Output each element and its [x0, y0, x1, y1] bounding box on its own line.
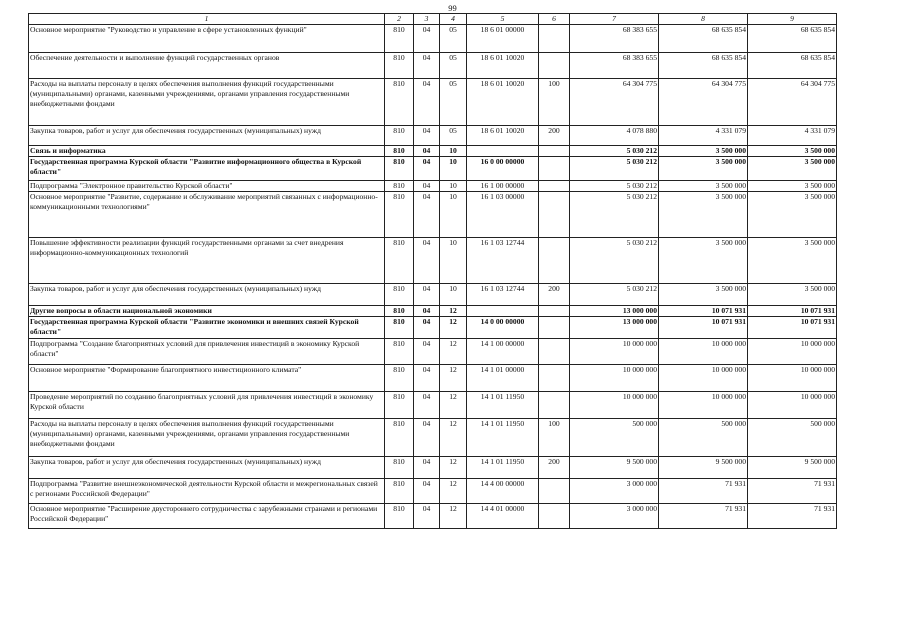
- cell-section: 04: [414, 419, 440, 457]
- cell-amount-year1: 68 383 655: [570, 25, 659, 53]
- cell-grbs: 810: [385, 79, 414, 126]
- cell-amount-year3: 71 931: [748, 479, 837, 504]
- cell-expense-type: 100: [539, 419, 570, 457]
- cell-grbs: 810: [385, 479, 414, 504]
- cell-subsection: 12: [440, 457, 467, 479]
- cell-amount-year2: 3 500 000: [659, 238, 748, 284]
- cell-amount-year1: 4 078 880: [570, 126, 659, 146]
- cell-subsection: 10: [440, 146, 467, 157]
- cell-grbs: 810: [385, 157, 414, 181]
- cell-target-article: 18 6 01 10020: [467, 126, 539, 146]
- cell-grbs: 810: [385, 504, 414, 529]
- cell-amount-year3: 10 000 000: [748, 339, 837, 365]
- cell-amount-year1: 5 030 212: [570, 238, 659, 284]
- column-header: 3: [414, 14, 440, 25]
- column-header: 9: [748, 14, 837, 25]
- cell-subsection: 12: [440, 504, 467, 529]
- table-row: [29, 238, 837, 284]
- table-row: [29, 157, 837, 181]
- column-header: 5: [467, 14, 539, 25]
- cell-amount-year3: 10 000 000: [748, 392, 837, 419]
- cell-amount-year2: 500 000: [659, 419, 748, 457]
- table-row: [29, 392, 837, 419]
- cell-target-article: 14 4 00 00000: [467, 479, 539, 504]
- row-name: Государственная программа Курской области "Развитие экономики и внешних связей Курской области": [29, 317, 385, 339]
- cell-grbs: 810: [385, 339, 414, 365]
- cell-subsection: 12: [440, 365, 467, 392]
- cell-amount-year1: 9 500 000: [570, 457, 659, 479]
- cell-grbs: 810: [385, 457, 414, 479]
- cell-amount-year2: 10 071 931: [659, 306, 748, 317]
- cell-amount-year3: 10 000 000: [748, 365, 837, 392]
- table-row: [29, 181, 837, 192]
- cell-subsection: 12: [440, 317, 467, 339]
- row-name: Обеспечение деятельности и выполнение функций государственных органов: [29, 53, 385, 79]
- cell-amount-year1: 13 000 000: [570, 317, 659, 339]
- cell-expense-type: [539, 479, 570, 504]
- cell-amount-year1: 500 000: [570, 419, 659, 457]
- cell-target-article: 14 1 01 11950: [467, 457, 539, 479]
- cell-amount-year2: 3 500 000: [659, 146, 748, 157]
- cell-expense-type: [539, 25, 570, 53]
- cell-amount-year3: 3 500 000: [748, 192, 837, 238]
- cell-subsection: 10: [440, 284, 467, 306]
- cell-grbs: 810: [385, 25, 414, 53]
- row-name: Расходы на выплаты персоналу в целях обеспечения выполнения функций государственными (муниципальными) органами, казенными учреждениями, органами управления государственными внебюджетными фондами: [29, 79, 385, 126]
- row-name: Расходы на выплаты персоналу в целях обеспечения выполнения функций государственными (муниципальными) органами, казенными учреждениями, органами управления государственными внебюджетными фондами: [29, 419, 385, 457]
- cell-section: 04: [414, 53, 440, 79]
- cell-amount-year3: 68 635 854: [748, 25, 837, 53]
- table-row: [29, 504, 837, 529]
- row-name: Подпрограмма "Создание благоприятных условий для привлечения инвестиций в экономику Курской области": [29, 339, 385, 365]
- cell-grbs: 810: [385, 365, 414, 392]
- cell-amount-year3: 71 931: [748, 504, 837, 529]
- table-row: [29, 457, 837, 479]
- cell-amount-year2: 10 000 000: [659, 365, 748, 392]
- cell-target-article: 18 6 01 00000: [467, 25, 539, 53]
- cell-section: 04: [414, 126, 440, 146]
- cell-expense-type: [539, 365, 570, 392]
- table-row: [29, 146, 837, 157]
- cell-section: 04: [414, 504, 440, 529]
- row-name: Связь и информатика: [29, 146, 385, 157]
- cell-subsection: 05: [440, 79, 467, 126]
- cell-target-article: 16 1 03 12744: [467, 284, 539, 306]
- table-body: [29, 25, 837, 529]
- cell-amount-year1: 10 000 000: [570, 392, 659, 419]
- cell-target-article: [467, 306, 539, 317]
- cell-subsection: 12: [440, 339, 467, 365]
- cell-section: 04: [414, 317, 440, 339]
- column-header: 6: [539, 14, 570, 25]
- cell-target-article: 14 1 01 11950: [467, 392, 539, 419]
- page-number: 99: [448, 3, 457, 13]
- cell-expense-type: 200: [539, 457, 570, 479]
- cell-grbs: 810: [385, 284, 414, 306]
- cell-amount-year1: 10 000 000: [570, 365, 659, 392]
- table-row: [29, 306, 837, 317]
- column-header: 7: [570, 14, 659, 25]
- cell-expense-type: [539, 504, 570, 529]
- cell-amount-year3: 9 500 000: [748, 457, 837, 479]
- cell-amount-year2: 68 635 854: [659, 25, 748, 53]
- cell-subsection: 12: [440, 419, 467, 457]
- table-row: [29, 126, 837, 146]
- cell-expense-type: [539, 192, 570, 238]
- cell-target-article: 16 1 03 00000: [467, 192, 539, 238]
- cell-amount-year2: 71 931: [659, 504, 748, 529]
- cell-subsection: 10: [440, 192, 467, 238]
- cell-amount-year1: 10 000 000: [570, 339, 659, 365]
- column-header: 2: [385, 14, 414, 25]
- column-header: 4: [440, 14, 467, 25]
- row-name: Основное мероприятие "Формирование благоприятного инвестиционного климата": [29, 365, 385, 392]
- cell-subsection: 10: [440, 157, 467, 181]
- row-name: Государственная программа Курской области "Развитие информационного общества в Курской области": [29, 157, 385, 181]
- cell-grbs: 810: [385, 53, 414, 79]
- cell-amount-year3: 68 635 854: [748, 53, 837, 79]
- table-row: [29, 365, 837, 392]
- table-row: [29, 53, 837, 79]
- table-row: [29, 284, 837, 306]
- cell-target-article: 18 6 01 10020: [467, 79, 539, 126]
- cell-amount-year2: 3 500 000: [659, 181, 748, 192]
- cell-amount-year1: 5 030 212: [570, 146, 659, 157]
- table-row: [29, 317, 837, 339]
- table-row: [29, 339, 837, 365]
- cell-section: 04: [414, 25, 440, 53]
- cell-target-article: 14 1 00 00000: [467, 339, 539, 365]
- cell-amount-year2: 3 500 000: [659, 157, 748, 181]
- cell-amount-year2: 10 000 000: [659, 392, 748, 419]
- cell-amount-year3: 3 500 000: [748, 157, 837, 181]
- cell-expense-type: [539, 317, 570, 339]
- cell-expense-type: [539, 306, 570, 317]
- cell-subsection: 05: [440, 126, 467, 146]
- cell-amount-year1: 5 030 212: [570, 181, 659, 192]
- cell-amount-year2: 64 304 775: [659, 79, 748, 126]
- cell-amount-year2: 68 635 854: [659, 53, 748, 79]
- cell-section: 04: [414, 181, 440, 192]
- cell-amount-year2: 4 331 079: [659, 126, 748, 146]
- row-name: Другие вопросы в области национальной экономики: [29, 306, 385, 317]
- cell-expense-type: [539, 53, 570, 79]
- cell-subsection: 12: [440, 306, 467, 317]
- cell-subsection: 12: [440, 479, 467, 504]
- cell-expense-type: [539, 238, 570, 284]
- cell-amount-year1: 64 304 775: [570, 79, 659, 126]
- cell-section: 04: [414, 79, 440, 126]
- cell-section: 04: [414, 192, 440, 238]
- row-name: Подпрограмма "Электронное правительство Курской области": [29, 181, 385, 192]
- column-header: 8: [659, 14, 748, 25]
- cell-target-article: 16 0 00 00000: [467, 157, 539, 181]
- cell-expense-type: [539, 181, 570, 192]
- cell-amount-year3: 10 071 931: [748, 317, 837, 339]
- column-header: 1: [29, 14, 385, 25]
- cell-section: 04: [414, 238, 440, 284]
- cell-grbs: 810: [385, 126, 414, 146]
- cell-amount-year2: 10 000 000: [659, 339, 748, 365]
- cell-target-article: 16 1 03 12744: [467, 238, 539, 284]
- cell-amount-year3: 10 071 931: [748, 306, 837, 317]
- cell-section: 04: [414, 365, 440, 392]
- cell-amount-year2: 10 071 931: [659, 317, 748, 339]
- cell-target-article: 18 6 01 10020: [467, 53, 539, 79]
- cell-amount-year1: 13 000 000: [570, 306, 659, 317]
- cell-grbs: 810: [385, 181, 414, 192]
- cell-section: 04: [414, 479, 440, 504]
- row-name: Подпрограмма "Развитие внешнеэкономической деятельности Курской области и межрегиональных связей с регионами Российской Федерации": [29, 479, 385, 504]
- table-row: [29, 479, 837, 504]
- table-row: [29, 25, 837, 53]
- cell-amount-year1: 5 030 212: [570, 192, 659, 238]
- cell-expense-type: 200: [539, 284, 570, 306]
- cell-amount-year1: 5 030 212: [570, 157, 659, 181]
- cell-amount-year3: 3 500 000: [748, 146, 837, 157]
- cell-amount-year3: 500 000: [748, 419, 837, 457]
- cell-amount-year2: 9 500 000: [659, 457, 748, 479]
- cell-target-article: 16 1 00 00000: [467, 181, 539, 192]
- budget-table: [28, 13, 837, 529]
- row-name: Повышение эффективности реализации функций государственными органами за счет внедрения информационно-коммуникационных технологий: [29, 238, 385, 284]
- cell-amount-year3: 64 304 775: [748, 79, 837, 126]
- cell-target-article: 14 1 01 11950: [467, 419, 539, 457]
- cell-subsection: 05: [440, 25, 467, 53]
- cell-amount-year1: 3 000 000: [570, 504, 659, 529]
- cell-grbs: 810: [385, 317, 414, 339]
- cell-grbs: 810: [385, 238, 414, 284]
- cell-amount-year1: 3 000 000: [570, 479, 659, 504]
- cell-expense-type: 100: [539, 79, 570, 126]
- row-name: Закупка товаров, работ и услуг для обеспечения государственных (муниципальных) нужд: [29, 126, 385, 146]
- cell-expense-type: [539, 339, 570, 365]
- row-name: Основное мероприятие "Руководство и управление в сфере установленных функций": [29, 25, 385, 53]
- cell-section: 04: [414, 339, 440, 365]
- cell-target-article: 14 4 01 00000: [467, 504, 539, 529]
- cell-section: 04: [414, 157, 440, 181]
- cell-subsection: 10: [440, 238, 467, 284]
- cell-grbs: 810: [385, 192, 414, 238]
- cell-amount-year3: 3 500 000: [748, 238, 837, 284]
- cell-expense-type: [539, 392, 570, 419]
- row-name: Закупка товаров, работ и услуг для обеспечения государственных (муниципальных) нужд: [29, 284, 385, 306]
- table-row: [29, 419, 837, 457]
- cell-section: 04: [414, 146, 440, 157]
- cell-grbs: 810: [385, 146, 414, 157]
- row-name: Основное мероприятие "Расширение двустороннего сотрудничества с зарубежными странами и регионами Российской Федерации": [29, 504, 385, 529]
- cell-amount-year1: 5 030 212: [570, 284, 659, 306]
- cell-section: 04: [414, 306, 440, 317]
- cell-grbs: 810: [385, 392, 414, 419]
- cell-amount-year2: 3 500 000: [659, 192, 748, 238]
- cell-section: 04: [414, 392, 440, 419]
- row-name: Закупка товаров, работ и услуг для обеспечения государственных (муниципальных) нужд: [29, 457, 385, 479]
- cell-expense-type: [539, 157, 570, 181]
- cell-section: 04: [414, 284, 440, 306]
- row-name: Проведение мероприятий по созданию благоприятных условий для привлечения инвестиций в экономику Курской области: [29, 392, 385, 419]
- cell-subsection: 05: [440, 53, 467, 79]
- table-row: [29, 79, 837, 126]
- cell-target-article: 14 1 01 00000: [467, 365, 539, 392]
- table-row: [29, 192, 837, 238]
- cell-section: 04: [414, 457, 440, 479]
- cell-expense-type: [539, 146, 570, 157]
- cell-grbs: 810: [385, 306, 414, 317]
- cell-grbs: 810: [385, 419, 414, 457]
- cell-subsection: 10: [440, 181, 467, 192]
- cell-amount-year3: 3 500 000: [748, 181, 837, 192]
- cell-expense-type: 200: [539, 126, 570, 146]
- cell-subsection: 12: [440, 392, 467, 419]
- cell-amount-year2: 3 500 000: [659, 284, 748, 306]
- cell-target-article: [467, 146, 539, 157]
- cell-amount-year3: 4 331 079: [748, 126, 837, 146]
- cell-amount-year2: 71 931: [659, 479, 748, 504]
- column-number-row: [29, 14, 837, 25]
- cell-target-article: 14 0 00 00000: [467, 317, 539, 339]
- cell-amount-year3: 3 500 000: [748, 284, 837, 306]
- row-name: Основное мероприятие "Развитие, содержание и обслуживание мероприятий связанных с информационно-коммуникационными технологиями": [29, 192, 385, 238]
- cell-amount-year1: 68 383 655: [570, 53, 659, 79]
